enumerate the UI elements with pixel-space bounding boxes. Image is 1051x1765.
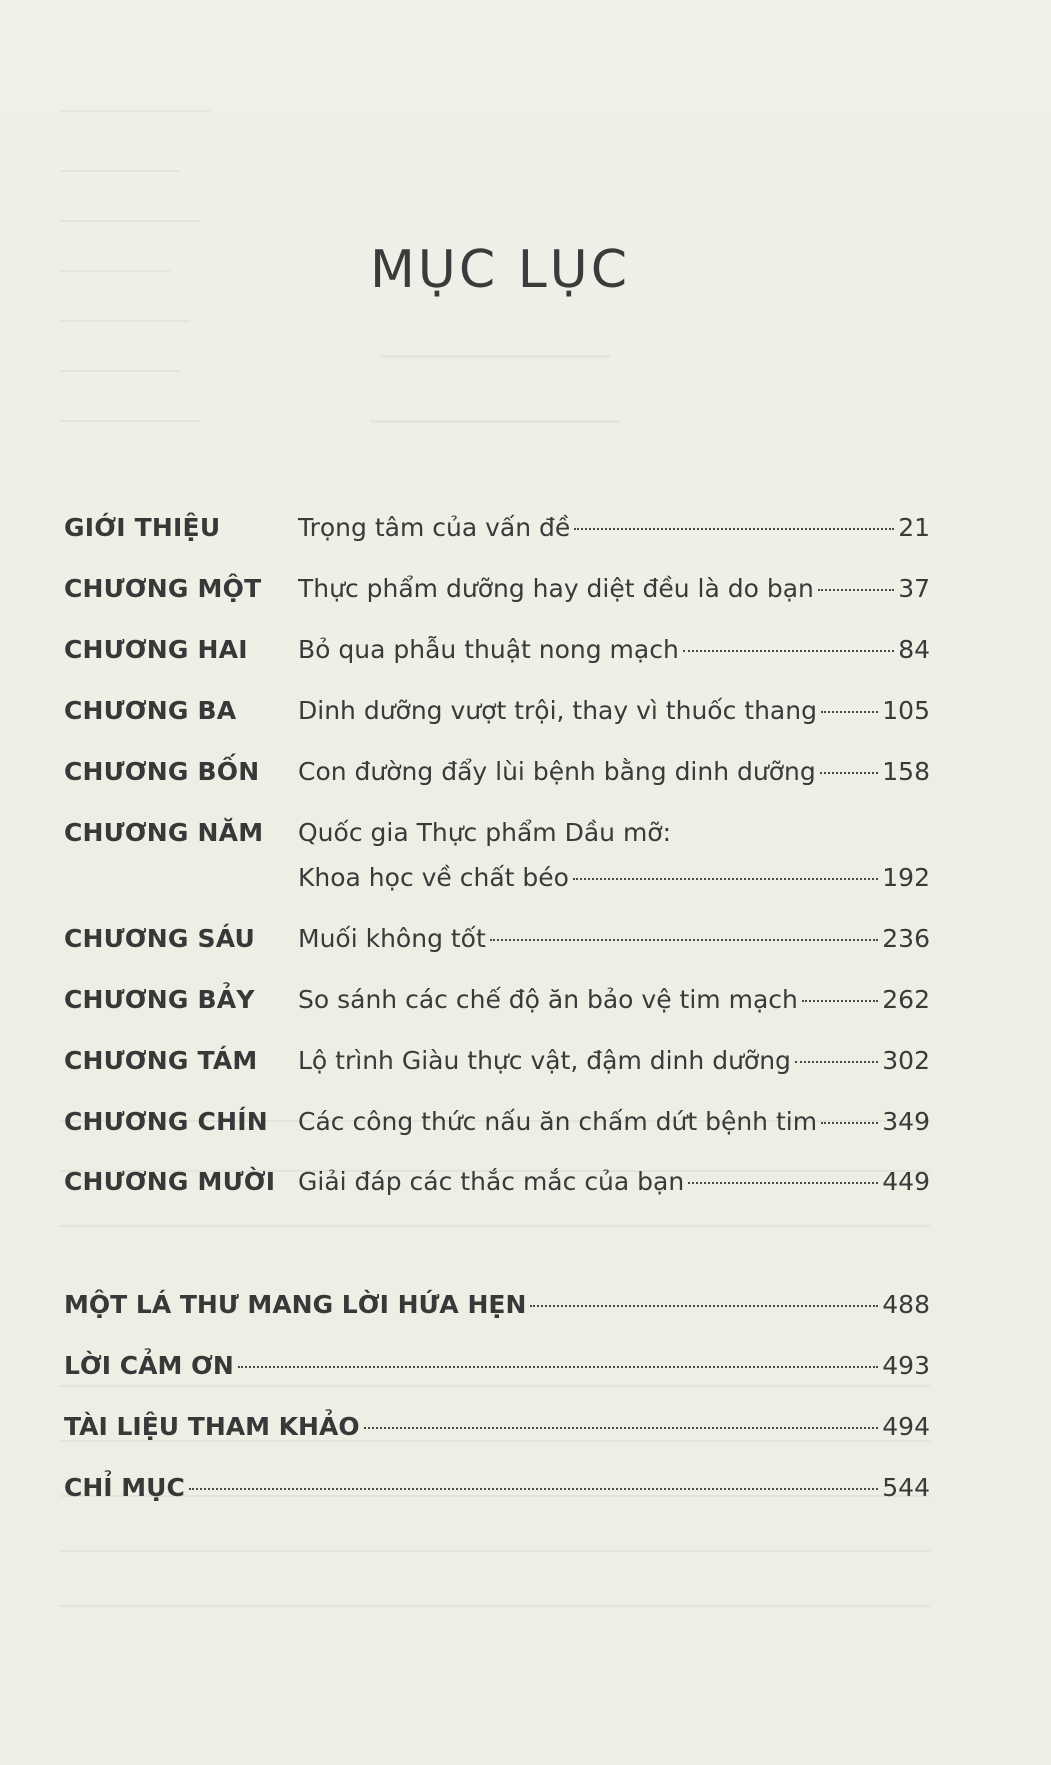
chapter-label: CHƯƠNG CHÍN [64, 1107, 268, 1136]
page-number: 105 [882, 696, 930, 725]
toc-entry[interactable] [64, 980, 930, 1020]
page-number: 84 [898, 635, 930, 664]
page-number: 488 [882, 1290, 930, 1319]
chapter-title: Giải đáp các thắc mắc của bạn [298, 1167, 685, 1196]
chapter-title: Các công thức nấu ăn chấm dứt bệnh tim [298, 1107, 818, 1136]
chapter-title: Quốc gia Thực phẩm Dầu mỡ: [298, 818, 672, 847]
back-matter-title: CHỈ MỤC [64, 1473, 185, 1502]
page-number: 262 [882, 985, 930, 1014]
toc-entry[interactable] [64, 919, 930, 959]
page-number: 192 [882, 863, 930, 892]
page-number: 493 [882, 1351, 930, 1380]
dot-leader [530, 1305, 878, 1307]
chapter-title: Con đường đẩy lùi bệnh bằng dinh dưỡng [298, 757, 816, 786]
chapter-title: Muối không tốt [298, 924, 486, 953]
dot-leader [820, 772, 879, 774]
toc-entry[interactable] [64, 508, 930, 548]
dot-leader [573, 878, 878, 880]
chapter-label: CHƯƠNG BẢY [64, 985, 255, 1014]
page-number: 236 [882, 924, 930, 953]
chapter-label: CHƯƠNG MƯỜI [64, 1167, 276, 1196]
chapter-label: CHƯƠNG BA [64, 696, 237, 725]
chapter-label: CHƯƠNG MỘT [64, 574, 262, 603]
toc-entry[interactable] [64, 630, 930, 670]
back-matter-title: TÀI LIỆU THAM KHẢO [64, 1412, 360, 1441]
back-matter-title: MỘT LÁ THƯ MANG LỜI HỨA HẸN [64, 1290, 527, 1319]
dot-leader [818, 589, 894, 591]
dot-leader [688, 1182, 878, 1184]
dot-leader [802, 1000, 878, 1002]
chapter-title-line2: Khoa học về chất béo [298, 863, 569, 892]
chapter-title: So sánh các chế độ ăn bảo vệ tim mạch [298, 985, 798, 1014]
toc-entry[interactable] [64, 1102, 930, 1142]
chapter-label: CHƯƠNG HAI [64, 635, 248, 664]
page-number: 21 [898, 513, 930, 542]
page-number: 449 [882, 1167, 930, 1196]
page-number: 158 [882, 757, 930, 786]
chapter-label: CHƯƠNG TÁM [64, 1046, 258, 1075]
dot-leader [821, 1122, 878, 1124]
toc-back-matter-entry[interactable] [64, 1346, 930, 1386]
toc-back-matter-entry[interactable] [64, 1407, 930, 1447]
chapter-label: CHƯƠNG BỐN [64, 757, 260, 786]
back-matter-title: LỜI CẢM ƠN [64, 1351, 234, 1380]
dot-leader [490, 939, 879, 941]
toc-entry[interactable] [64, 691, 930, 731]
chapter-title: Lộ trình Giàu thực vật, đậm dinh dưỡng [298, 1046, 791, 1075]
page-number: 37 [898, 574, 930, 603]
chapter-title: Bỏ qua phẫu thuật nong mạch [298, 635, 679, 664]
page-number: 544 [882, 1473, 930, 1502]
chapter-title: Dinh dưỡng vượt trội, thay vì thuốc thang [298, 696, 817, 725]
page-number: 349 [882, 1107, 930, 1136]
dot-leader [238, 1366, 878, 1368]
dot-leader [795, 1061, 878, 1063]
chapter-label: GIỚI THIỆU [64, 513, 221, 542]
page-title: MỤC LỤC [369, 240, 631, 300]
toc-back-matter-entry[interactable] [64, 1468, 930, 1508]
toc-entry[interactable] [64, 1162, 930, 1202]
toc-entry[interactable] [64, 1041, 930, 1081]
page-number: 302 [882, 1046, 930, 1075]
chapter-title: Trọng tâm của vấn đề [298, 513, 571, 542]
dot-leader [821, 711, 878, 713]
toc-entry-continued[interactable] [64, 858, 930, 898]
dot-leader [574, 528, 894, 530]
dot-leader [364, 1427, 879, 1429]
dot-leader [189, 1488, 878, 1490]
chapter-label: CHƯƠNG SÁU [64, 924, 256, 953]
toc-entry[interactable] [64, 569, 930, 609]
toc-entry[interactable] [64, 752, 930, 792]
page-number: 494 [882, 1412, 930, 1441]
dot-leader [683, 650, 894, 652]
chapter-title: Thực phẩm dưỡng hay diệt đều là do bạn [298, 574, 814, 603]
chapter-label: CHƯƠNG NĂM [64, 818, 264, 847]
toc-entry[interactable] [64, 813, 930, 853]
toc-back-matter-entry[interactable] [64, 1285, 930, 1325]
